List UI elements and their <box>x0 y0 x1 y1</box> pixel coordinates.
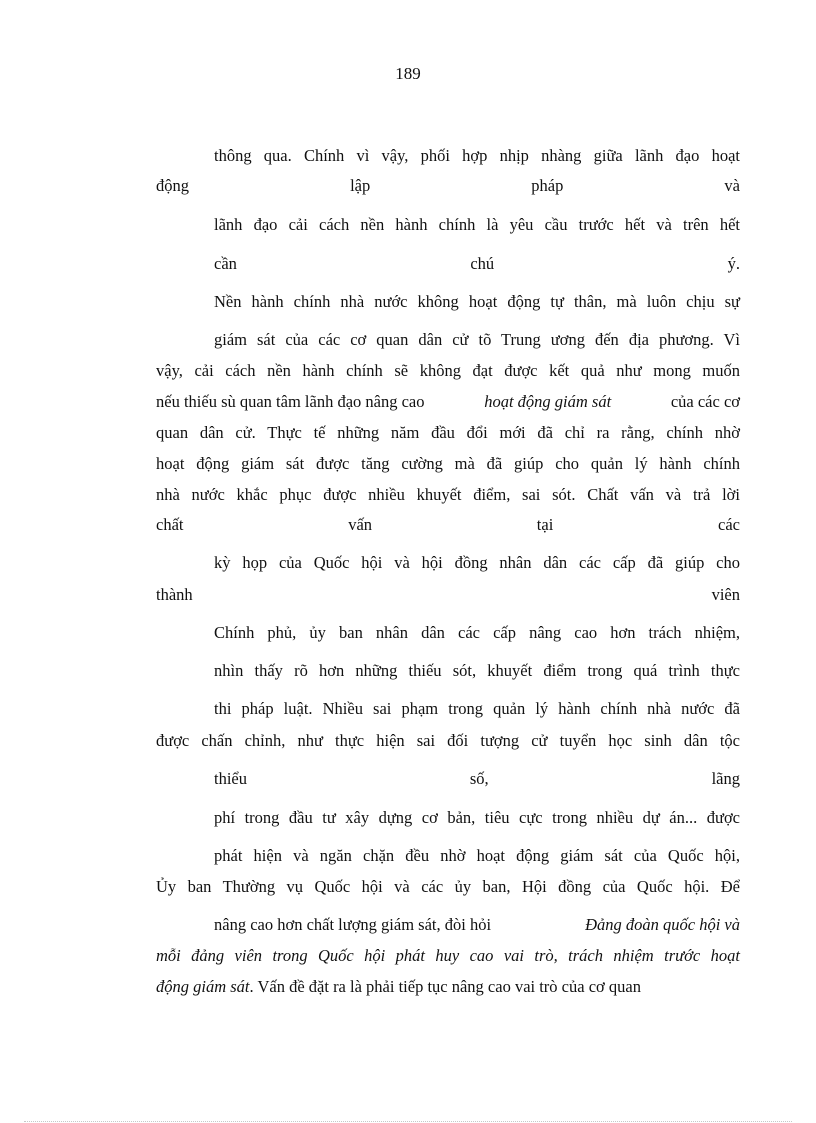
text-line: phí trong đầu tư xây dựng cơ bản, tiêu cực trong nhiều dự án... được <box>214 808 740 827</box>
page-number: 189 <box>395 64 421 83</box>
text-segment: của các cơ <box>670 392 740 411</box>
text-segment-italic: mỗi đảng viên trong Quốc hội phát huy cao vai trò, trách nhiệm trước hoạt <box>156 946 740 965</box>
text-line: quan dân cử. Thực tế những năm đầu đổi mới đã chỉ ra rằng, chính nhờ <box>156 423 740 442</box>
text-line: Ủy ban Thường vụ Quốc hội và các ủy ban, Hội đồng của Quốc hội. Để <box>156 877 740 896</box>
text-line: vậy, cải cách nền hành chính sẽ không đạt được kết quả như mong muốn <box>156 361 740 380</box>
text-line: nhìn thấy rõ hơn những thiếu sót, khuyết điểm trong quá trình thực <box>214 661 740 680</box>
text-line: Chính phủ, ủy ban nhân dân các cấp nâng cao hơn trách nhiệm, <box>214 623 740 642</box>
text-line-mixed <box>156 975 740 999</box>
text-line: lãnh đạo cải cách nền hành chính là yêu cầu trước hết và trên hết <box>214 215 740 234</box>
text-line: thông qua. Chính vì vậy, phối hợp nhịp nhàng giữa lãnh đạo hoạt <box>214 146 740 165</box>
text-line: phát hiện và ngăn chặn đều nhờ hoạt động giám sát của Quốc hội, <box>214 846 740 865</box>
text-segment-italic: Đảng đoàn quốc hội và <box>585 915 740 934</box>
text-line: Nền hành chính nhà nước không hoạt động tự thân, mà luôn chịu sự <box>214 292 740 311</box>
text-line-mixed <box>214 913 740 937</box>
text-line: chất vấn tại các <box>156 515 740 534</box>
footer-dotted-rule <box>24 1121 792 1122</box>
text-segment-italic: động giám sát <box>156 977 250 996</box>
text-line: giám sát của các cơ quan dân cử tõ Trung ương đến địa phương. Vì <box>214 330 740 349</box>
text-segment: . Vấn đề đặt ra là phải tiếp tục nâng cao vai trò của cơ quan <box>249 977 641 996</box>
text-line: kỳ họp của Quốc hội và hội đồng nhân dân các cấp đã giúp cho <box>214 553 740 572</box>
text-line: hoạt động giám sát được tăng cường mà đã giúp cho quản lý hành chính <box>156 454 740 473</box>
text-line-mixed <box>156 390 740 414</box>
text-line: thi pháp luật. Nhiều sai phạm trong quản lý hành chính nhà nước đã <box>214 699 740 718</box>
text-line-italic <box>156 944 740 968</box>
text-line: cần chú ý. <box>214 254 740 273</box>
text-line: thiểu số, lãng <box>214 769 740 788</box>
text-line: được chấn chỉnh, như thực hiện sai đối tượng cử tuyển học sinh dân tộc <box>156 731 740 750</box>
text-segment-italic: hoạt động giám sát <box>484 392 612 411</box>
text-segment: nâng cao hơn chất lượng giám sát, đòi hỏi <box>214 915 492 934</box>
text-line: động lập pháp và <box>156 176 740 195</box>
text-line: nhà nước khắc phục được nhiều khuyết điểm, sai sót. Chất vấn và trả lời <box>156 485 740 504</box>
text-segment: nếu thiếu sù quan tâm lãnh đạo nâng cao <box>156 392 425 411</box>
text-line: thành viên <box>156 585 740 604</box>
